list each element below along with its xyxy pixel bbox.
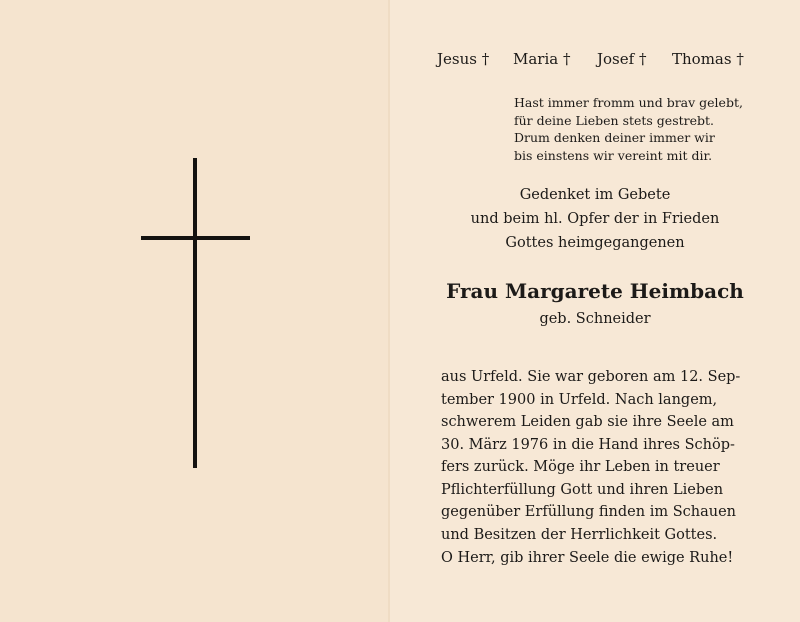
verse-line: Hast immer fromm und brav gelebt,: [514, 95, 743, 110]
biography: [441, 366, 753, 546]
cross-icon-vertical: [193, 158, 197, 468]
fold-line: [388, 0, 390, 622]
closing-prayer: O Herr, gib ihrer Seele die ewige Ruhe!: [441, 550, 734, 566]
prayer-line: Gedenket im Gebete: [519, 187, 671, 203]
birth-name: geb. Schneider: [539, 311, 651, 327]
saint-thomas: Thomas †: [672, 50, 744, 68]
bio-line: 30. März 1976 in die Hand ihres Schöp-: [441, 436, 735, 453]
verse-line: Drum denken deiner immer wir: [514, 130, 715, 145]
saint-maria: Maria †: [513, 50, 571, 68]
deceased-name: Frau Margarete Heimbach: [446, 279, 744, 303]
prayer-line: Gottes heimgegangenen: [505, 235, 685, 251]
left-panel: [0, 0, 388, 622]
bio-line: fers zurück. Möge ihr Leben in treuer: [441, 459, 720, 475]
saint-jesus: Jesus †: [437, 50, 490, 68]
verse-line: für deine Lieben stets gestrebt.: [514, 112, 715, 128]
bio-line: gegenüber Erfüllung finden im Schauen: [441, 504, 736, 520]
bio-line: aus Urfeld. Sie war geboren am 12. Sep-: [441, 369, 741, 385]
prayer-line: und beim hl. Opfer der in Frieden: [470, 211, 720, 227]
memorial-verse: [514, 94, 743, 164]
prayer-request: [440, 183, 750, 255]
cross-icon-horizontal: [141, 236, 250, 240]
bio-line: tember 1900 in Urfeld. Nach langem,: [441, 391, 718, 408]
bio-line: schwerem Leiden gab sie ihre Seele am: [441, 414, 734, 430]
verse-line: bis einstens wir vereint mit dir.: [514, 147, 713, 163]
bio-line: Pflichterfüllung Gott und ihren Lieben: [441, 481, 724, 498]
bio-line: und Besitzen der Herrlichkeit Gottes.: [441, 526, 718, 543]
saint-josef: Josef †: [597, 50, 647, 68]
